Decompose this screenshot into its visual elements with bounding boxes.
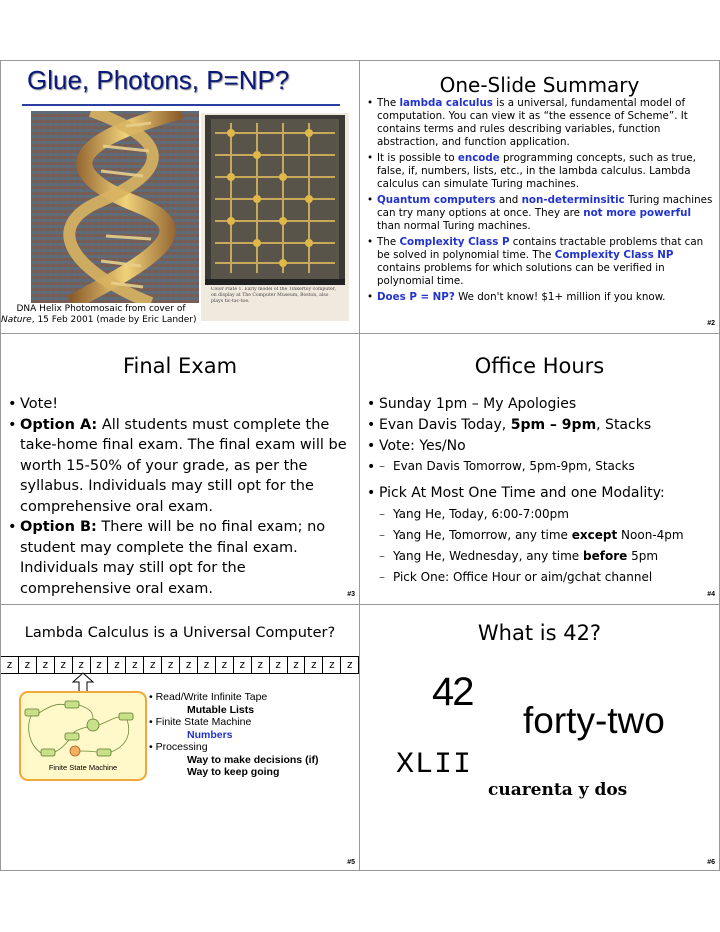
summary-bullets	[367, 97, 713, 304]
slide-lambda-universal	[1, 605, 359, 870]
grid-line	[0, 870, 720, 871]
bullet-fsm: • Finite State Machine	[149, 716, 252, 728]
bullet-processing-sub2: Way to keep going	[187, 766, 280, 778]
vote-bullet: • Vote!	[8, 394, 348, 415]
summary-bullet-quantum: • Quantum computers and non-determinsitic Turing machines can try many options at once. They are not more powerful than normal Turing machines.	[367, 194, 713, 233]
tape-cell: z	[288, 657, 306, 673]
summary-bullet-pnp: • Does P = NP? We don't know! $1+ million if you know.	[367, 291, 713, 304]
slide-number: #6	[707, 859, 715, 866]
tape-cell: z	[55, 657, 73, 673]
slide-final-exam	[1, 334, 359, 604]
bullet-tape: • Read/Write Infinite Tape	[149, 691, 268, 703]
tape-cell: z	[91, 657, 109, 673]
finite-state-machine-box	[19, 691, 147, 781]
tape-cell: z	[37, 657, 55, 673]
oh-bullet-evan-today: • Evan Davis Today, 5pm – 9pm, Stacks	[367, 415, 712, 436]
oh-sub-yang-tomorrow: – Yang He, Tomorrow, any time except Noon-4pm	[379, 525, 714, 546]
oh-sub-yang-today: – Yang He, Today, 6:00-7:00pm	[379, 504, 714, 525]
slide-title: One-Slide Summary	[439, 73, 640, 97]
slide-summary	[360, 61, 719, 333]
slide-glue-photons	[1, 61, 359, 333]
bullet-processing: • Processing	[149, 741, 208, 753]
tape-cell: z	[1, 657, 19, 673]
tape-cell: z	[270, 657, 288, 673]
words-forty-two: forty-two	[523, 700, 665, 741]
oh-sub-pick-one: – Pick One: Office Hour or aim/gchat channel	[379, 567, 714, 588]
fsm-label: Finite State Machine	[48, 763, 118, 772]
tape-cell: z	[216, 657, 234, 673]
slide-number: #3	[347, 591, 355, 598]
infinite-tape	[1, 656, 359, 674]
number-42: 42	[432, 670, 473, 714]
slide-number: #2	[707, 320, 715, 327]
slide-number: #4	[707, 591, 715, 598]
fsm-diagram	[21, 695, 145, 765]
slide-title: Glue, Photons, P=NP?	[27, 65, 290, 95]
summary-bullet-encode: • It is possible to encode programming concepts, such as true, false, if, numbers, lists, etc., in the lambda calculus. Lambda calculus can simulate Turing machines.	[367, 152, 713, 191]
slide-title: Lambda Calculus is a Universal Computer?	[24, 625, 336, 641]
lambda-bullets	[149, 691, 354, 779]
final-exam-bullets	[8, 394, 348, 599]
bullet-tape-sub: Mutable Lists	[187, 703, 255, 716]
dna-helix-image	[31, 111, 199, 303]
slide-title: What is 42?	[477, 621, 602, 645]
tinkertoy-computer-image	[201, 113, 349, 321]
oh-bullet-vote: • Vote: Yes/No	[367, 436, 712, 457]
tape-cell: z	[305, 657, 323, 673]
tape-cell: z	[234, 657, 252, 673]
tape-cell: z	[180, 657, 198, 673]
spanish-words: cuarenta y dos	[488, 780, 628, 800]
bullet-processing-sub1: Way to make decisions (if)	[187, 753, 319, 766]
oh-bullet-sunday: • Sunday 1pm – My Apologies	[367, 394, 712, 415]
image-caption: DNA Helix Photomosaic from cover of Nature, 15 Feb 2001 (made by Eric Lander)	[1, 304, 197, 325]
summary-bullet-complexity: • The Complexity Class P contains tractable problems that can be solved in polynomial time. The Complexity Class NP contains problems for which solutions can be verified in polynomial time.	[367, 236, 713, 288]
tape-cell: z	[73, 657, 91, 673]
tape-cell: z	[162, 657, 180, 673]
oh-sub-yang-wednesday: – Yang He, Wednesday, any time before 5pm	[379, 546, 714, 567]
slide-number: #5	[347, 859, 355, 866]
oh-sub-list	[379, 504, 714, 588]
oh-sub-evan-tomorrow: – • Evan Davis Tomorrow, 5pm-9pm, Stacks	[379, 457, 712, 476]
oh-subgroup-vote	[367, 457, 712, 476]
slide-title: Final Exam	[122, 354, 238, 378]
tape-cell: z	[19, 657, 37, 673]
office-hours-bullets-2	[367, 483, 712, 504]
slide-what-is-42	[360, 605, 719, 870]
oh-bullet-pick: • Pick At Most One Time and one Modality:	[367, 483, 712, 504]
tape-cell: z	[108, 657, 126, 673]
tape-cell: z	[144, 657, 162, 673]
bullet-fsm-sub: Numbers	[187, 728, 233, 741]
photo-caption: Color Plate 1. Early model of the Tinkertoy computer, on display at The Computer Museum, Boston, also plays tic-tac-toe.	[211, 287, 336, 304]
tape-cell: z	[341, 657, 359, 673]
slide-office-hours	[360, 334, 719, 604]
slide-title: Office Hours	[474, 354, 605, 378]
option-a-bullet: • Option A: All students must complete the take-home final exam. The final exam will be worth 15-50% of your grade, as per the syllabus. Individuals may still opt for the comprehensive oral exam.	[8, 415, 348, 518]
tape-cell: z	[126, 657, 144, 673]
summary-bullet-lambda: • The lambda calculus is a universal, fundamental model of computation. You can view it as “the essence of Scheme”. It contains terms and rules describing variables, function abstraction, and function application.	[367, 97, 713, 149]
tape-cell: z	[252, 657, 270, 673]
tape-cell: z	[198, 657, 216, 673]
roman-numeral: XLII	[396, 748, 473, 782]
office-hours-bullets	[367, 394, 712, 476]
tape-cell: z	[323, 657, 341, 673]
option-b-bullet: • Option B: There will be no final exam; no student may complete the final exam. Individuals may still opt for the comprehensive oral exam.	[8, 517, 348, 599]
title-underline	[22, 104, 340, 106]
